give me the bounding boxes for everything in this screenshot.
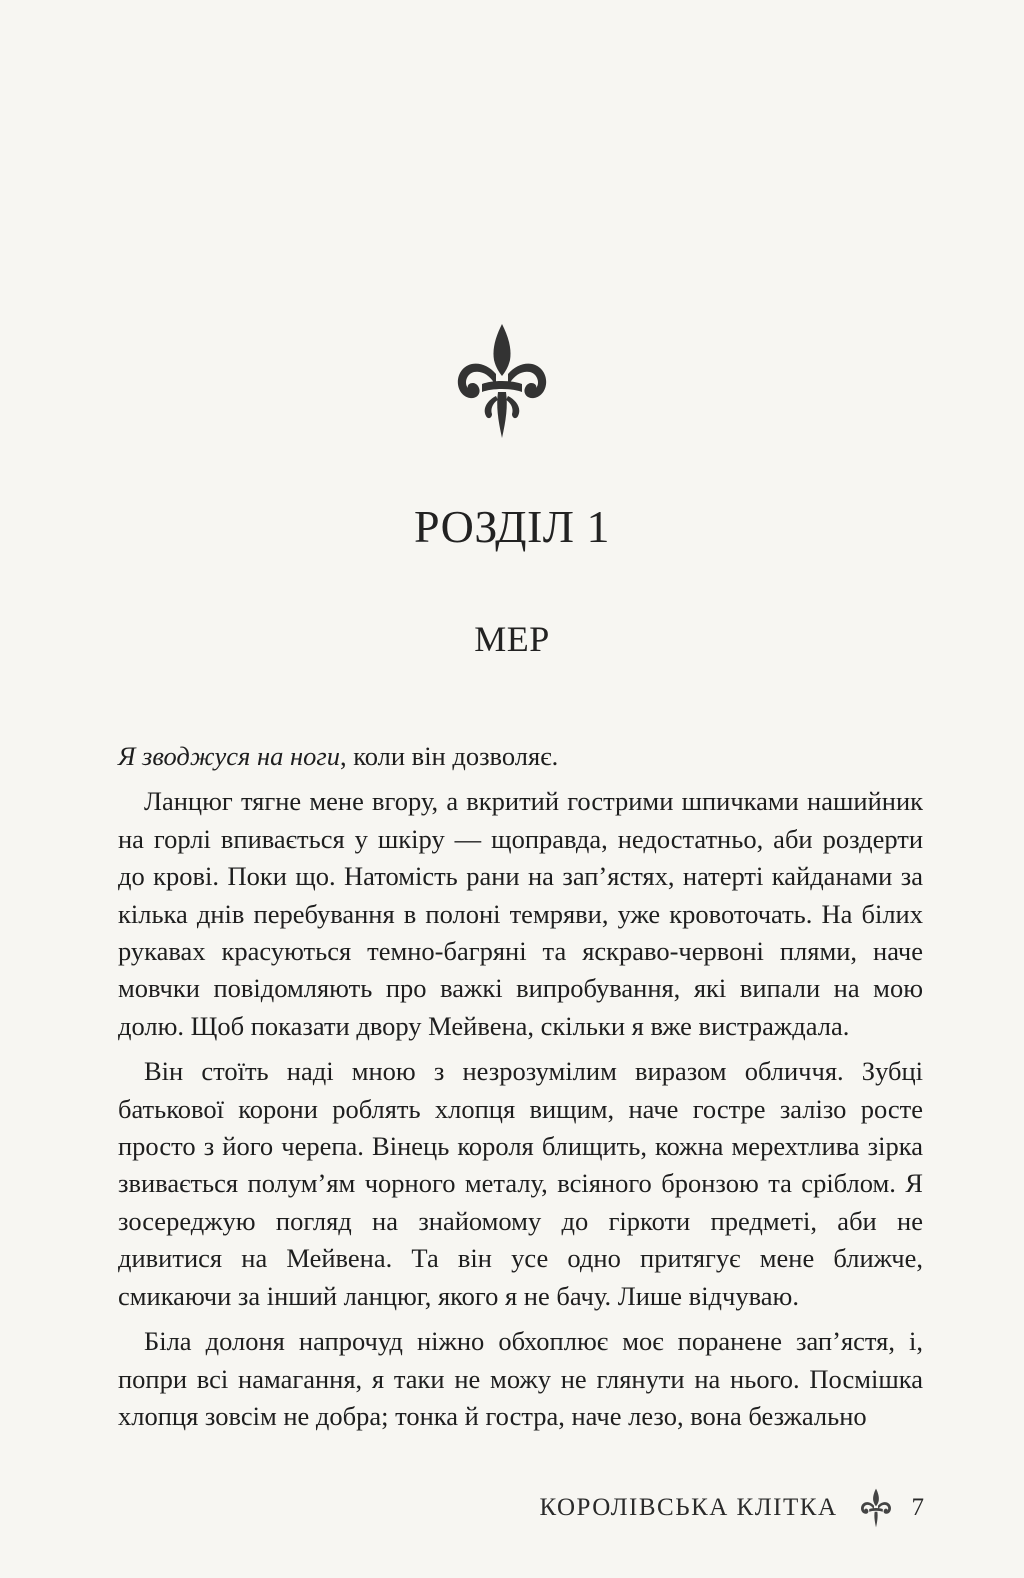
paragraph-2: Ланцюг тягне мене вгору, а вкритий гострими шпичками нашийник на горлі впивається у шкіру — щоправда, недостатньо, аби роздерти до крові. Поки що. Натомість рани на зап’ястях, натерті кайданами за кілька днів перебування в полоні темряви, уже кровоточать. На білих рукавах красуються темно-багряні та яскраво-червоні плями, наче мовчки повідомляють про важкі випробування, які випали на мою долю. Щоб показати двору Мейвена, скільки я вже вистраждала.: [118, 786, 923, 1041]
paragraph-3: Він стоїть наді мною з незрозумілим виразом обличчя. Зубці батькової корони роблять хлопця вищим, наче гостре залізо росте просто з його черепа. Вінець короля блищить, кожна мерехтлива зірка звивається полум’ям чорного металу, всіяного бронзою та сріблом. Я зосереджую погляд на знайомому до гіркоти предметі, аби не дивитися на Мейвена. Та він усе одно притягує мене ближче, смикаючи за інший ланцюг, якого я не бачу. Лише відчуваю.: [118, 1056, 923, 1311]
paragraph-4: Біла долоня напрочуд ніжно обхоплює моє поранене зап’ястя, і, попри всі намагання, я таки не можу не глянути на нього. Посмішка хлопця зовсім не добра; тонка й гостра, наче лезо, вона безжально: [118, 1326, 923, 1431]
fleur-de-lis-icon: [856, 1488, 896, 1528]
paragraph-1: [118, 738, 923, 775]
chapter-title: РОЗДІЛ 1: [414, 501, 610, 552]
paragraph-1-italic: Я зводжуся на ноги: [118, 741, 340, 771]
paragraph-1-rest: , коли він дозволяє.: [339, 741, 559, 771]
chapter-subtitle: МЕР: [474, 619, 550, 659]
fleur-de-lis-icon: [452, 322, 552, 440]
running-title: КОРОЛІВСЬКА КЛІТКА: [539, 1494, 838, 1521]
page-number: 7: [911, 1494, 924, 1521]
page-footer: [539, 1488, 924, 1528]
body-text: [118, 738, 923, 1443]
